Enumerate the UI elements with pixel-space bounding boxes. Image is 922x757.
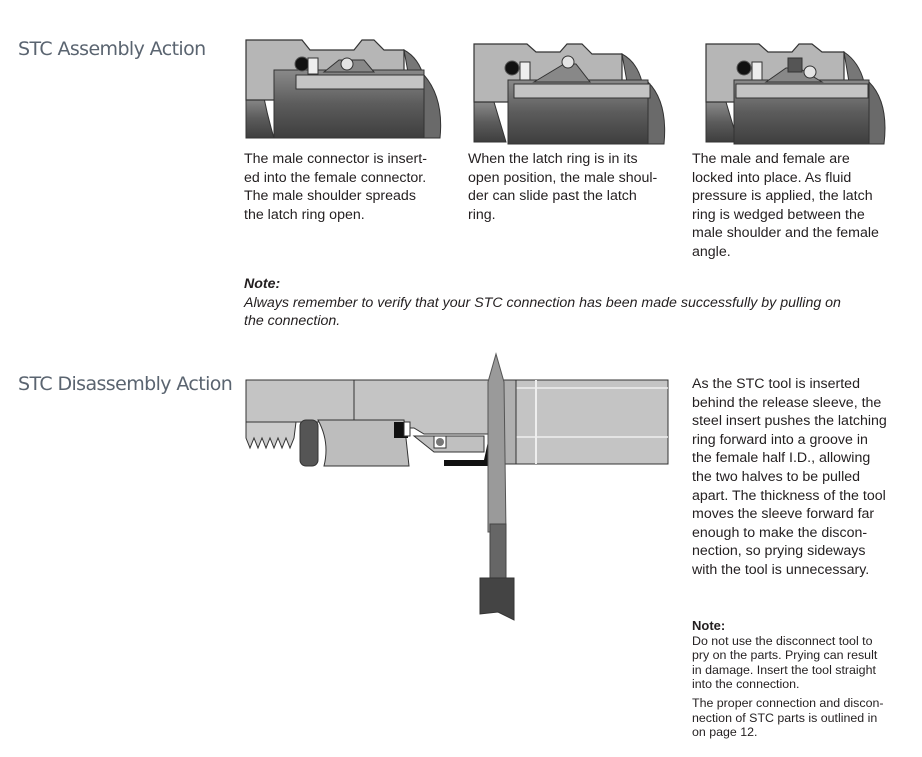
step-2-caption: [468, 150, 657, 224]
tool-handle: [480, 578, 514, 620]
latch-ring-open-diagram: [472, 42, 678, 146]
female-pipe-wall: [246, 98, 274, 138]
female-pipe-wall: [474, 102, 506, 142]
note-line: pry on the parts. Prying can result: [692, 648, 878, 663]
description-line: enough to make the discon-: [692, 524, 868, 541]
caption-line: When the latch ring is in its: [468, 151, 638, 167]
note-line: nection of STC parts is outlined in: [692, 710, 878, 725]
latch-ball: [804, 66, 816, 78]
description-line: the female half I.D., allowing: [692, 450, 871, 467]
latch-ball: [562, 56, 574, 68]
connector-insertion-diagram: [244, 38, 450, 142]
female-body: [246, 380, 354, 422]
caption-line: open position, the male shoul-: [468, 169, 658, 186]
assembly-note: [244, 275, 841, 331]
locked-connection-diagram: [704, 42, 894, 146]
female-pipe-wall: [706, 102, 738, 142]
caption-line: The male and female are: [692, 151, 850, 167]
disassembly-section-title: STC Disassembly Action: [18, 373, 233, 395]
note-heading: Note:: [244, 276, 281, 292]
male-pipe-end: [424, 75, 441, 138]
seal: [300, 420, 318, 466]
description-line: steel insert pushes the latching: [692, 413, 887, 430]
description-line: nection, so prying sideways: [692, 543, 866, 560]
male-pipe: [516, 380, 668, 464]
o-ring: [295, 57, 309, 71]
step-1-caption: [244, 150, 427, 224]
disconnect-tool-diagram: [244, 352, 674, 632]
assembly-section-title: STC Assembly Action: [18, 38, 206, 60]
note-line: on page 12.: [692, 725, 758, 740]
caption-line: der can slide past the latch: [468, 188, 637, 205]
latch-ball: [341, 58, 353, 70]
description-line: moves the sleeve forward far: [692, 506, 875, 523]
caption-line: ring is wedged between the: [692, 206, 865, 223]
caption-line: The male shoulder spreads: [244, 188, 416, 205]
latching-ring: [436, 438, 444, 446]
description-line: behind the release sleeve, the: [692, 394, 882, 411]
o-ring: [737, 61, 751, 75]
backup-ring: [404, 422, 410, 436]
disassembly-note: [692, 619, 884, 740]
description-line: ring forward into a groove in: [692, 431, 868, 448]
male-shoulder: [736, 84, 868, 98]
caption-line: male shoulder and the female: [692, 225, 879, 242]
backup-ring: [520, 62, 530, 80]
caption-line: ring.: [468, 206, 496, 223]
note-line: Always remember to verify that your STC connection has been made successfully by pulling on: [244, 294, 841, 311]
female-lip: [844, 52, 864, 82]
caption-line: locked into place. As fluid: [692, 169, 852, 186]
note-line: The proper connection and discon-: [692, 695, 884, 710]
tool-blade: [488, 354, 506, 532]
caption-line: ed into the female connector.: [244, 169, 427, 186]
male-shoulder: [514, 84, 650, 98]
backup-ring: [308, 58, 318, 74]
female-angle: [788, 58, 802, 72]
threads: [246, 422, 296, 448]
male-pipe-end: [869, 82, 885, 144]
backup-ring: [752, 62, 762, 80]
note-line: in damage. Insert the tool straight: [692, 662, 876, 677]
latch-housing: [414, 436, 484, 452]
caption-line: the latch ring open.: [244, 206, 365, 223]
caption-line: pressure is applied, the latch: [692, 188, 873, 205]
female-lip: [622, 54, 642, 82]
description-line: the two halves to be pulled: [692, 468, 860, 485]
description-line: with the tool is unnecessary.: [692, 561, 870, 578]
male-shoulder: [296, 75, 424, 89]
o-ring: [505, 61, 519, 75]
disassembly-description: [692, 375, 887, 580]
note-line: Do not use the disconnect tool to: [692, 633, 873, 648]
step-3-caption: [692, 150, 879, 262]
caption-line: angle.: [692, 243, 731, 260]
note-heading: Note:: [692, 618, 726, 633]
description-line: apart. The thickness of the tool: [692, 487, 886, 504]
note-line: the connection.: [244, 313, 341, 330]
note-line: into the connection.: [692, 677, 800, 692]
caption-line: The male connector is insert-: [244, 151, 427, 167]
tool-shaft: [490, 524, 506, 578]
description-line: As the STC tool is inserted: [692, 376, 860, 392]
